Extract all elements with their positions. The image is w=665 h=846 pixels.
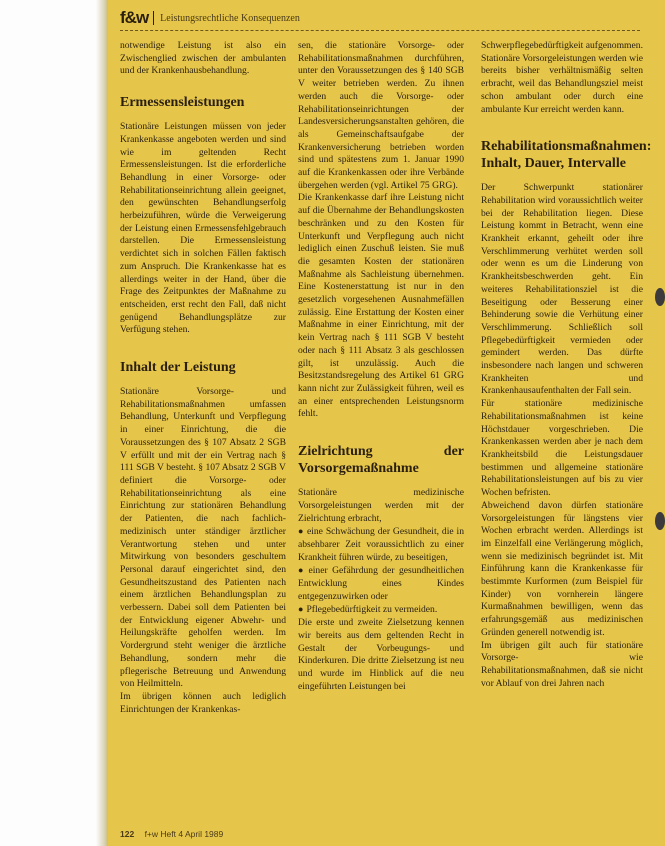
bullet-icon: ● [298, 604, 304, 615]
bullet-item [298, 525, 464, 564]
paragraph: Die erste und zweite Zielsetzung kennen wir bereits aus dem geltenden Recht in Gestalt der Vorbeugungs- und Kinderkuren. Die dritte Zielsetzung ist neu und wurde im Hinblick auf die neu eingeführten Leistungen bei [298, 617, 464, 692]
binder-hole-icon [655, 512, 665, 530]
paragraph: Abweichend davon dürfen stationäre Vorsorgeleistungen für längstens vier Wochen erbracht werden. Allerdings ist im Einzelfall eine Verlängerung möglich, wenn sie medizinisch begründet ist. Mit Einführung kann die Krankenkasse für bestimmte Kurformen (zum Beispiel für Kinder) von vornherein längere Kurmaßnahmen bewilligen, wenn das erfahrungsgemäß aus medizinischen Gründen generell notwendig ist. [481, 499, 643, 638]
binder-hole-icon [655, 288, 665, 306]
paragraph: sen, die stationäre Vorsorge- oder Rehabilitationsmaßnahmen durchführen, unter den Voraussetzungen des § 140 SGB V weiter betrieben werden. Zu ihnen werden auch die Vorsorge- oder Rehabilitationseinrichtungen der Landesversicherungsanstalten gehören, die als Gemeinschaftsaufgabe der Krankenversicherung betrieben worden sind und spätestens zum 1. Januar 1990 auf die Krankenkassen oder ihre Verbände übergehen werden (vgl. Artikel 75 GRG). [298, 40, 464, 191]
text-column-2 [298, 40, 464, 693]
subheading-zielrichtung: Zielrichtung der Vorsorgemaßnahme [298, 444, 464, 477]
page-number: 122 [120, 829, 135, 839]
paragraph: Stationäre Leistungen müssen von jeder Krankenkasse angeboten werden und sind wie im geltenden Recht Ermessensleistungen. Ist die erforderliche Behandlung in einer Vorsorge- oder Rehabilitationseinrichtung allein geeignet, den gewünschten Behandlungserfolg herbeizuführen, würde die Verweigerung der Leistung einen Ermessensfehlgebrauch darstellen. Die Ermessensleistung verdichtet sich in solchen Fällen faktisch zum Anspruch. Die Krankenkasse hat es allerdings weiter in der Hand, über die Frage des Zeitpunktes der Maßnahme zu entscheiden, erst recht den Fall, daß nicht genügend Behandlungsplätze zur Verfügung stehen. [120, 121, 286, 336]
bullet-item [298, 603, 464, 617]
bullet-text: einer Gefährdung der gesundheitlichen Entwicklung eines Kindes entgegenzuwirken oder [298, 565, 464, 602]
text-column-1 [120, 40, 286, 716]
paragraph: Der Schwerpunkt stationärer Rehabilitation wird voraussichtlich weiter bei der Rehabilitation liegen. Diese Leistung kommt in Betracht, wenn eine Krankheit erkannt, geheilt oder ihre Verschlimmerung verhütet werden soll oder wenn es um die Linderung von Krankheitsbeschwerden geht. Ein weiteres Rehabilitationsziel ist die Beseitigung oder Besserung einer Behinderung sowie die Verhütung einer Verschlimmerung. Schließlich soll Pflegebedürftigkeit vermieden oder gemindert werden. Das dürfte insbesondere nach langen und schweren Krankheiten und Krankenhausaufenthalten der Fall sein. [481, 182, 643, 397]
paragraph: Für stationäre medizinische Rehabilitationsmaßnahmen ist keine Höchstdauer vorgeschrieben. Die Krankenkassen werden aber je nach dem Krankheitsbild die Leistungsdauer bestimmen und allgemeine stationäre Rehabilitationsleistungen auf bis zu vier Wochen befristen. [481, 398, 643, 499]
running-header [120, 8, 620, 28]
journal-logo: f&w [120, 8, 149, 27]
paragraph: notwendige Leistung ist also ein Zwischenglied zwischen der ambulanten und der Krankenhausbehandlung. [120, 40, 286, 77]
paragraph: Stationäre Vorsorgeleistungen werden wie bereits bisher verhältnismäßig selten erbracht, weil das Behandlungsziel meist schon ambulant oder durch eine ambulante Kur erreicht werden kann. [481, 52, 643, 115]
bullet-icon: ● [298, 565, 306, 576]
paragraph: Die Krankenkasse darf ihre Leistung nicht auf die Übernahme der Behandlungskosten beschränken und zu den Kosten für Unterkunft und Verpflegung auch nicht lediglich einen Zuschuß leisten. Sie muß die gesamten Kosten der stationären Maßnahme als Sachleistung übernehmen. Eine Kostenerstattung ist nur in den gesetzlich vorgesehenen Ausnahmefällen zulässig. Eine Erstattung der Kosten einer Maßnahme in einer Einrichtung, mit der kein Vertrag nach § 111 SGB V besteht oder nach § 111 Absatz 3 als geschlossen gilt, ist unzulässig. Auch die Besitzstandsregelung des Artikel 61 GRG kann nicht zur Zulässigkeit führen, weil es an einer entsprechenden Leistungsnorm fehlt. [298, 192, 464, 420]
bullet-item [298, 564, 464, 603]
subheading-rehabilitationsmassnahmen: Rehabilitationsmaßnahmen: Inhalt, Dauer, Intervalle [481, 139, 652, 172]
paragraph: Stationäre Vorsorge- und Rehabilitationsmaßnahmen umfassen Behandlung, Unterkunft und Verpflegung in einer Einrichtung, die die Voraussetzungen des § 107 Absatz 2 SGB V erfüllt und mit der ein Vertrag nach § 111 SGB V besteht. § 107 Absatz 2 SGB V definiert die Vorsorge- oder Rehabilitationseinrichtung als eine Einrichtung zur stationären Behandlung der Patienten, die nach fachlich-medizinisch unter ständiger ärztlicher Verantwortung stehen und unter Mitwirkung von besonders geschultem Personal darauf eingerichtet sind, den Gesundheitszustand des Patienten nach einem ärztlichen Behandlungsplan zu verbessern. Dabei soll dem Patienten bei der Entwicklung eigener Abwehr- und Heilungskräfte geholfen werden. Im Vordergrund steht weniger die ärztliche Behandlung, sondern mehr die pflegerische Betreuung und Anwendung von Heilmitteln. [120, 386, 286, 690]
paragraph: Stationäre medizinische Vorsorgeleistungen werden mit der Zielrichtung erbracht, [298, 487, 464, 524]
subheading-inhalt-der-leistung: Inhalt der Leistung [120, 360, 236, 376]
header-divider [153, 11, 154, 25]
issue-info: f+w Heft 4 April 1989 [144, 829, 224, 839]
subheading-ermessensleistungen: Ermessensleistungen [120, 95, 245, 111]
paragraph: Im übrigen können auch lediglich Einrichtungen der Krankenkas- [120, 690, 286, 715]
page-footer [120, 829, 223, 839]
section-title: Leistungsrechtliche Konsequenzen [160, 12, 300, 24]
bullet-text: eine Schwächung der Gesundheit, die in absehbarer Zeit voraussichtlich zu einer Krankheit führen würde, zu beseitigen, [298, 526, 465, 563]
header-rule [120, 30, 640, 31]
bullet-icon: ● [298, 526, 304, 537]
bullet-text: Pflegebedürftigkeit zu vermeiden. [306, 604, 438, 616]
paragraph: Schwerpflegebedürftigkeit aufgenommen. [481, 40, 643, 51]
document-page [108, 0, 665, 846]
text-column-3 [481, 40, 652, 690]
paragraph: Im übrigen gilt auch für stationäre Vorsorge- wie Rehabilitationsmaßnahmen, daß sie nicht vor Ablauf von drei Jahren nach [481, 639, 643, 689]
